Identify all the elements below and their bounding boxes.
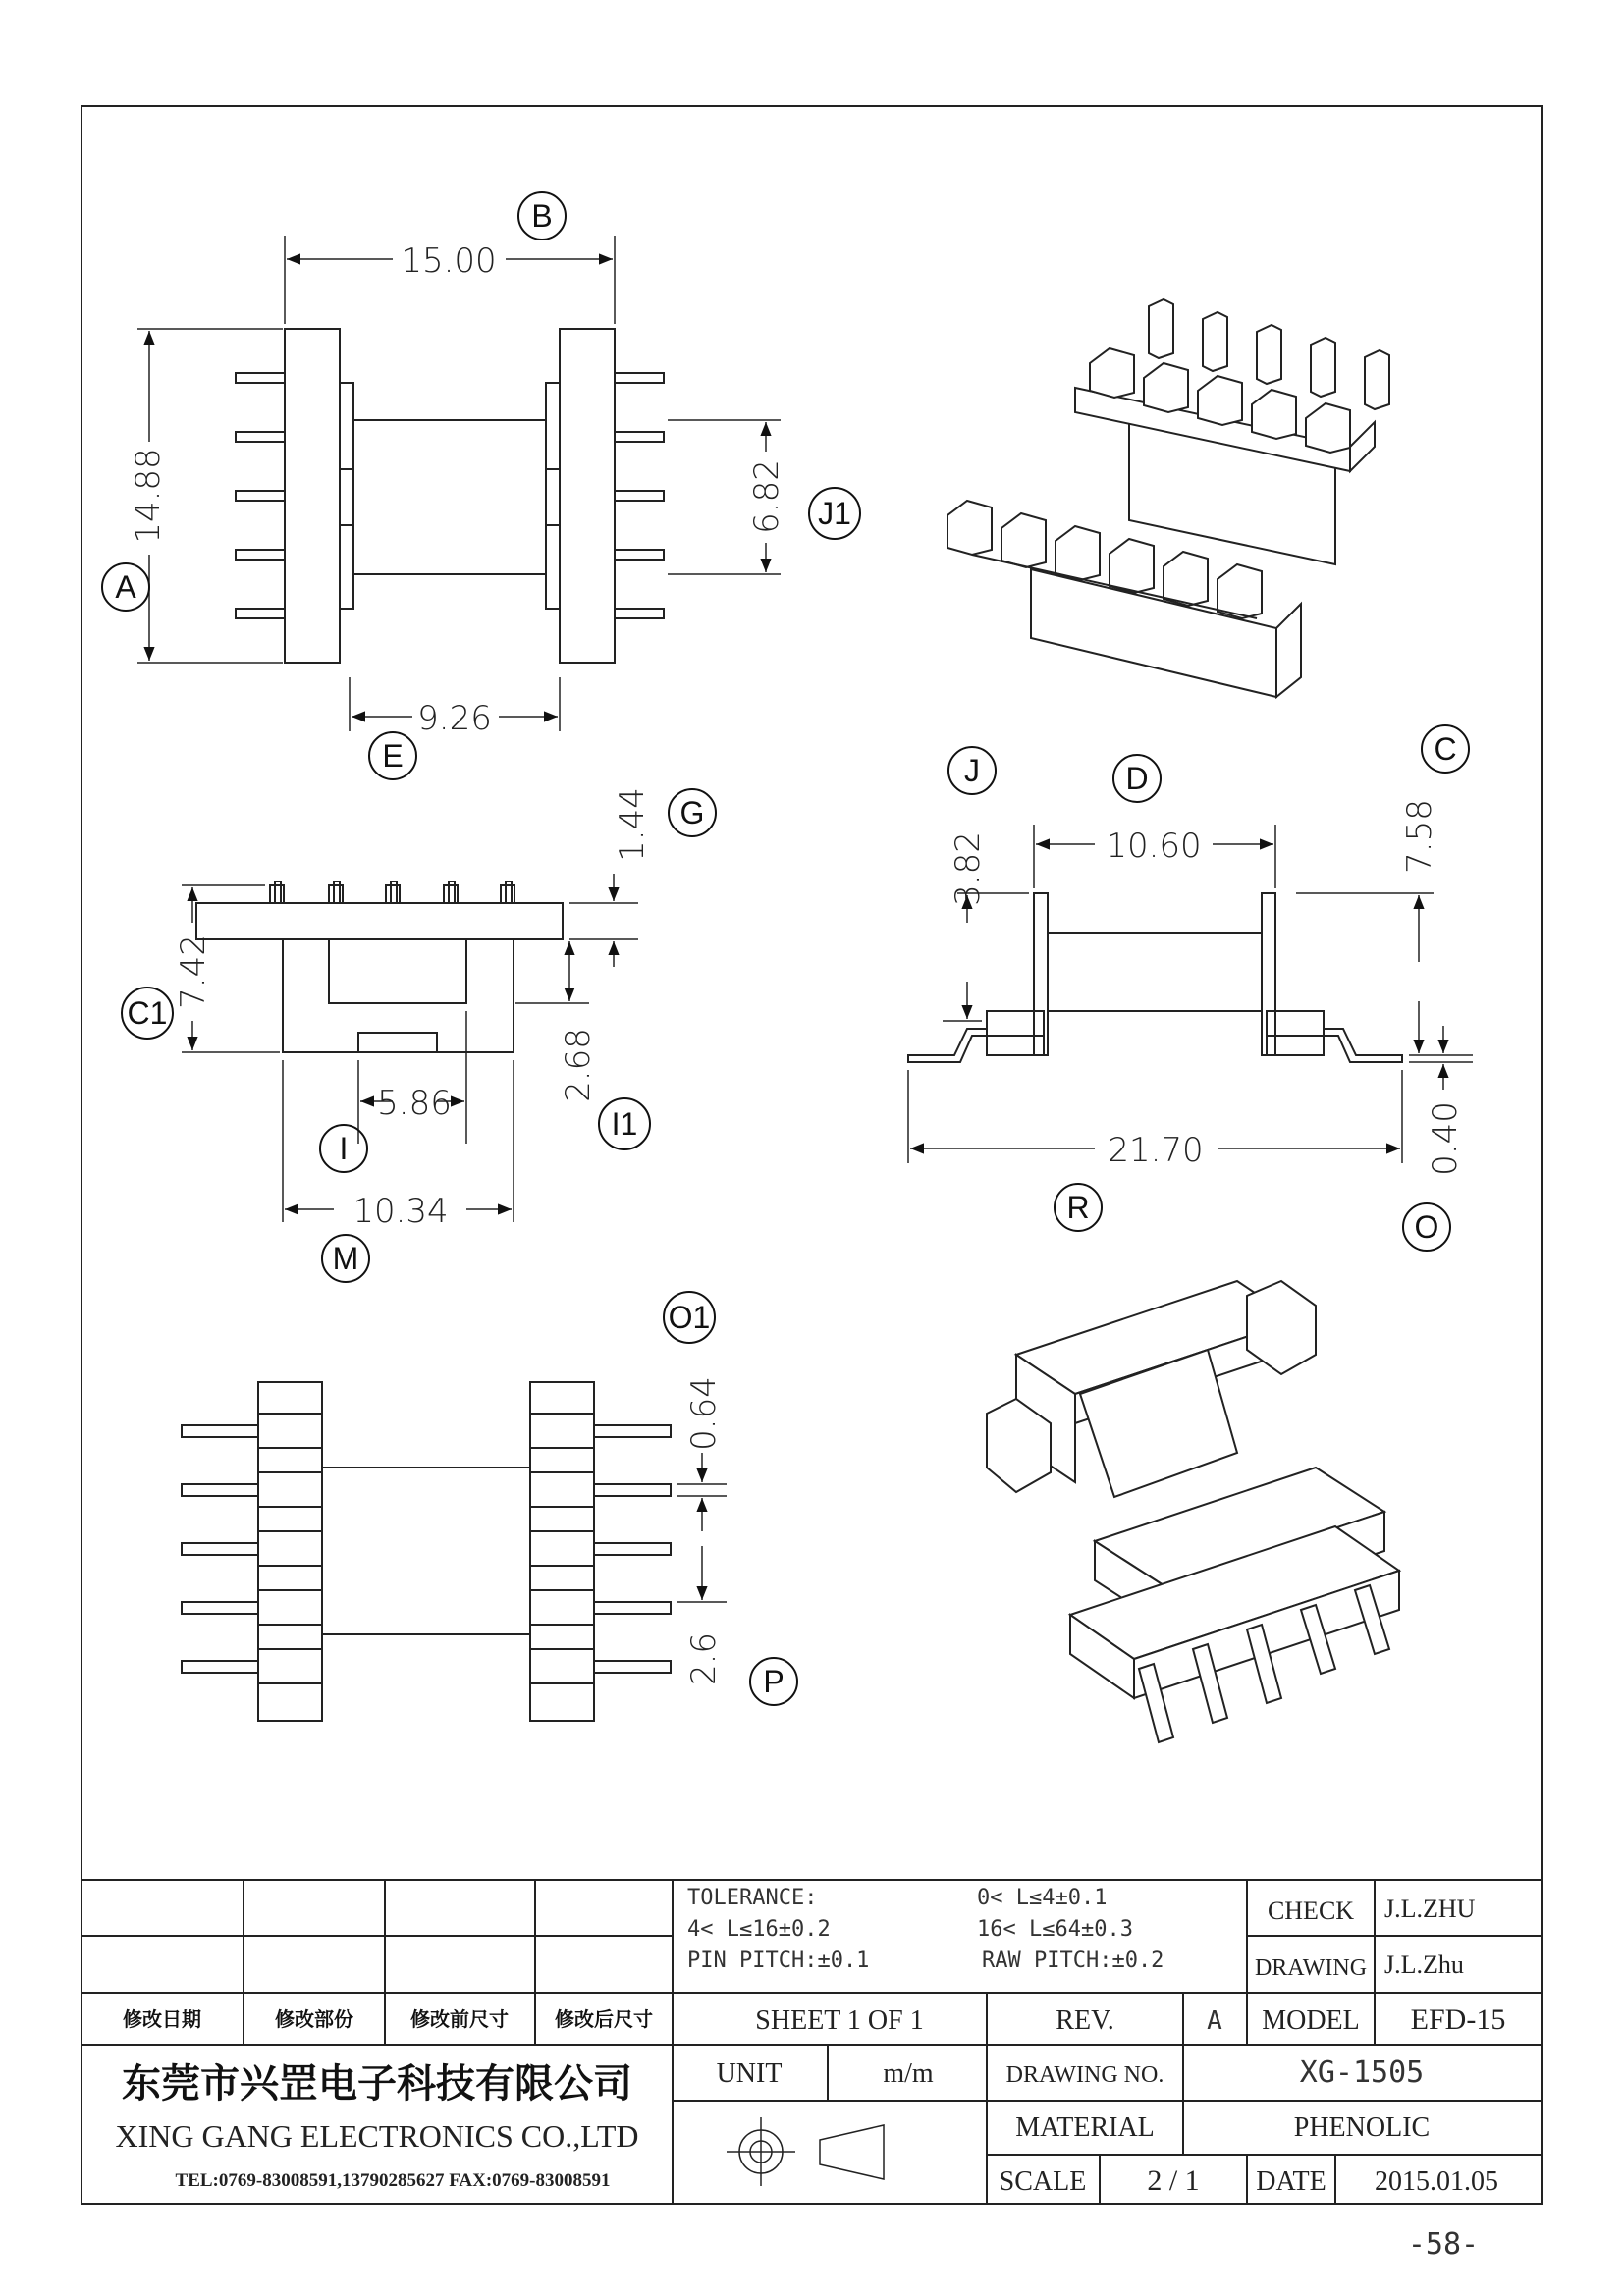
model-value: EFD-15 xyxy=(1410,2003,1506,2036)
label-d: D xyxy=(1125,761,1149,796)
top-view-dimensions xyxy=(137,236,781,731)
tolerance-2: 4< L≤16±0.2 xyxy=(687,1917,831,1942)
label-i1: I1 xyxy=(611,1106,638,1142)
projection-symbol xyxy=(727,2117,884,2186)
rev-value: A xyxy=(1207,2006,1222,2036)
top-view xyxy=(236,329,664,663)
dim-a: 14.88 xyxy=(129,448,168,544)
rev-after-label: 修改后尺寸 xyxy=(555,2007,653,2031)
dim-d: 10.60 xyxy=(1106,827,1202,866)
label-g: G xyxy=(679,795,705,830)
label-j1: J1 xyxy=(818,496,851,531)
label-c: C xyxy=(1434,731,1457,767)
dim-g: 1.44 xyxy=(613,787,652,862)
dim-o1: 0.64 xyxy=(684,1376,724,1451)
label-o1: O1 xyxy=(668,1300,711,1335)
side-view xyxy=(196,881,563,1052)
dim-m: 10.34 xyxy=(352,1192,449,1231)
rev-label: REV. xyxy=(1056,2005,1114,2036)
label-j: J xyxy=(964,753,980,788)
unit-value: m/m xyxy=(883,2058,934,2089)
isometric-view-bottom xyxy=(987,1281,1399,1742)
label-b: B xyxy=(531,198,553,234)
dim-i1: 2.68 xyxy=(559,1028,598,1102)
label-r: R xyxy=(1066,1190,1090,1225)
company-name-en: XING GANG ELECTRONICS CO.,LTD xyxy=(115,2118,639,2154)
bottom-view-dimensions xyxy=(677,1453,727,1602)
front-view xyxy=(908,893,1402,1062)
drawing-value: J.L.Zhu xyxy=(1384,1950,1464,1979)
check-label: CHECK xyxy=(1267,1896,1355,1925)
tolerance-title: TOLERANCE: xyxy=(687,1886,818,1910)
date-label: DATE xyxy=(1256,2166,1326,2197)
label-m: M xyxy=(332,1241,359,1276)
dim-p: 2.6 xyxy=(684,1631,724,1686)
drawing-no-value: XG-1505 xyxy=(1299,2056,1425,2090)
page-number: -58- xyxy=(1407,2227,1480,2262)
scale-value: 2 / 1 xyxy=(1147,2164,1200,2197)
dim-e: 9.26 xyxy=(417,699,492,738)
sheet-text: SHEET 1 OF 1 xyxy=(755,2005,924,2036)
bottom-view xyxy=(182,1382,671,1721)
scale-label: SCALE xyxy=(999,2166,1087,2197)
dim-j: 3.82 xyxy=(948,831,988,906)
rev-before-label: 修改前尺寸 xyxy=(410,2007,509,2031)
pin-pitch: PIN PITCH:±0.1 xyxy=(687,1949,870,1973)
raw-pitch: RAW PITCH:±0.2 xyxy=(982,1949,1164,1973)
label-c1: C1 xyxy=(127,995,168,1031)
tolerance-3: 16< L≤64±0.3 xyxy=(977,1917,1133,1942)
company-name-cn: 东莞市兴罡电子科技有限公司 xyxy=(122,2061,632,2107)
model-label: MODEL xyxy=(1262,2005,1360,2036)
date-value: 2015.01.05 xyxy=(1375,2166,1498,2197)
label-p: P xyxy=(763,1664,785,1699)
check-value: J.L.ZHU xyxy=(1384,1895,1476,1923)
material-label: MATERIAL xyxy=(1015,2112,1155,2143)
isometric-view-top xyxy=(947,299,1389,697)
company-contact: TEL:0769-83008591,13790285627 FAX:0769-83008591 xyxy=(175,2170,611,2191)
front-view-dimensions xyxy=(908,825,1473,1163)
label-e: E xyxy=(382,738,404,774)
label-o: O xyxy=(1414,1209,1439,1245)
drawing-no-label: DRAWING NO. xyxy=(1005,2062,1164,2088)
dim-b: 15.00 xyxy=(401,241,497,281)
material-value: PHENOLIC xyxy=(1293,2112,1431,2143)
dim-r: 21.70 xyxy=(1108,1131,1204,1170)
rev-date-label: 修改日期 xyxy=(123,2007,201,2031)
tolerance-1: 0< L≤4±0.1 xyxy=(977,1886,1108,1910)
label-i: I xyxy=(339,1131,349,1166)
unit-label: UNIT xyxy=(716,2058,783,2089)
drawing-label: DRAWING xyxy=(1254,1955,1368,1981)
dim-c: 7.58 xyxy=(1400,799,1439,874)
dim-o: 0.40 xyxy=(1426,1101,1465,1176)
dim-c1: 7.42 xyxy=(174,934,213,1009)
label-a: A xyxy=(115,569,136,605)
rev-part-label: 修改部份 xyxy=(275,2007,353,2031)
dim-i: 5.86 xyxy=(377,1084,452,1123)
dim-j1: 6.82 xyxy=(747,459,786,534)
